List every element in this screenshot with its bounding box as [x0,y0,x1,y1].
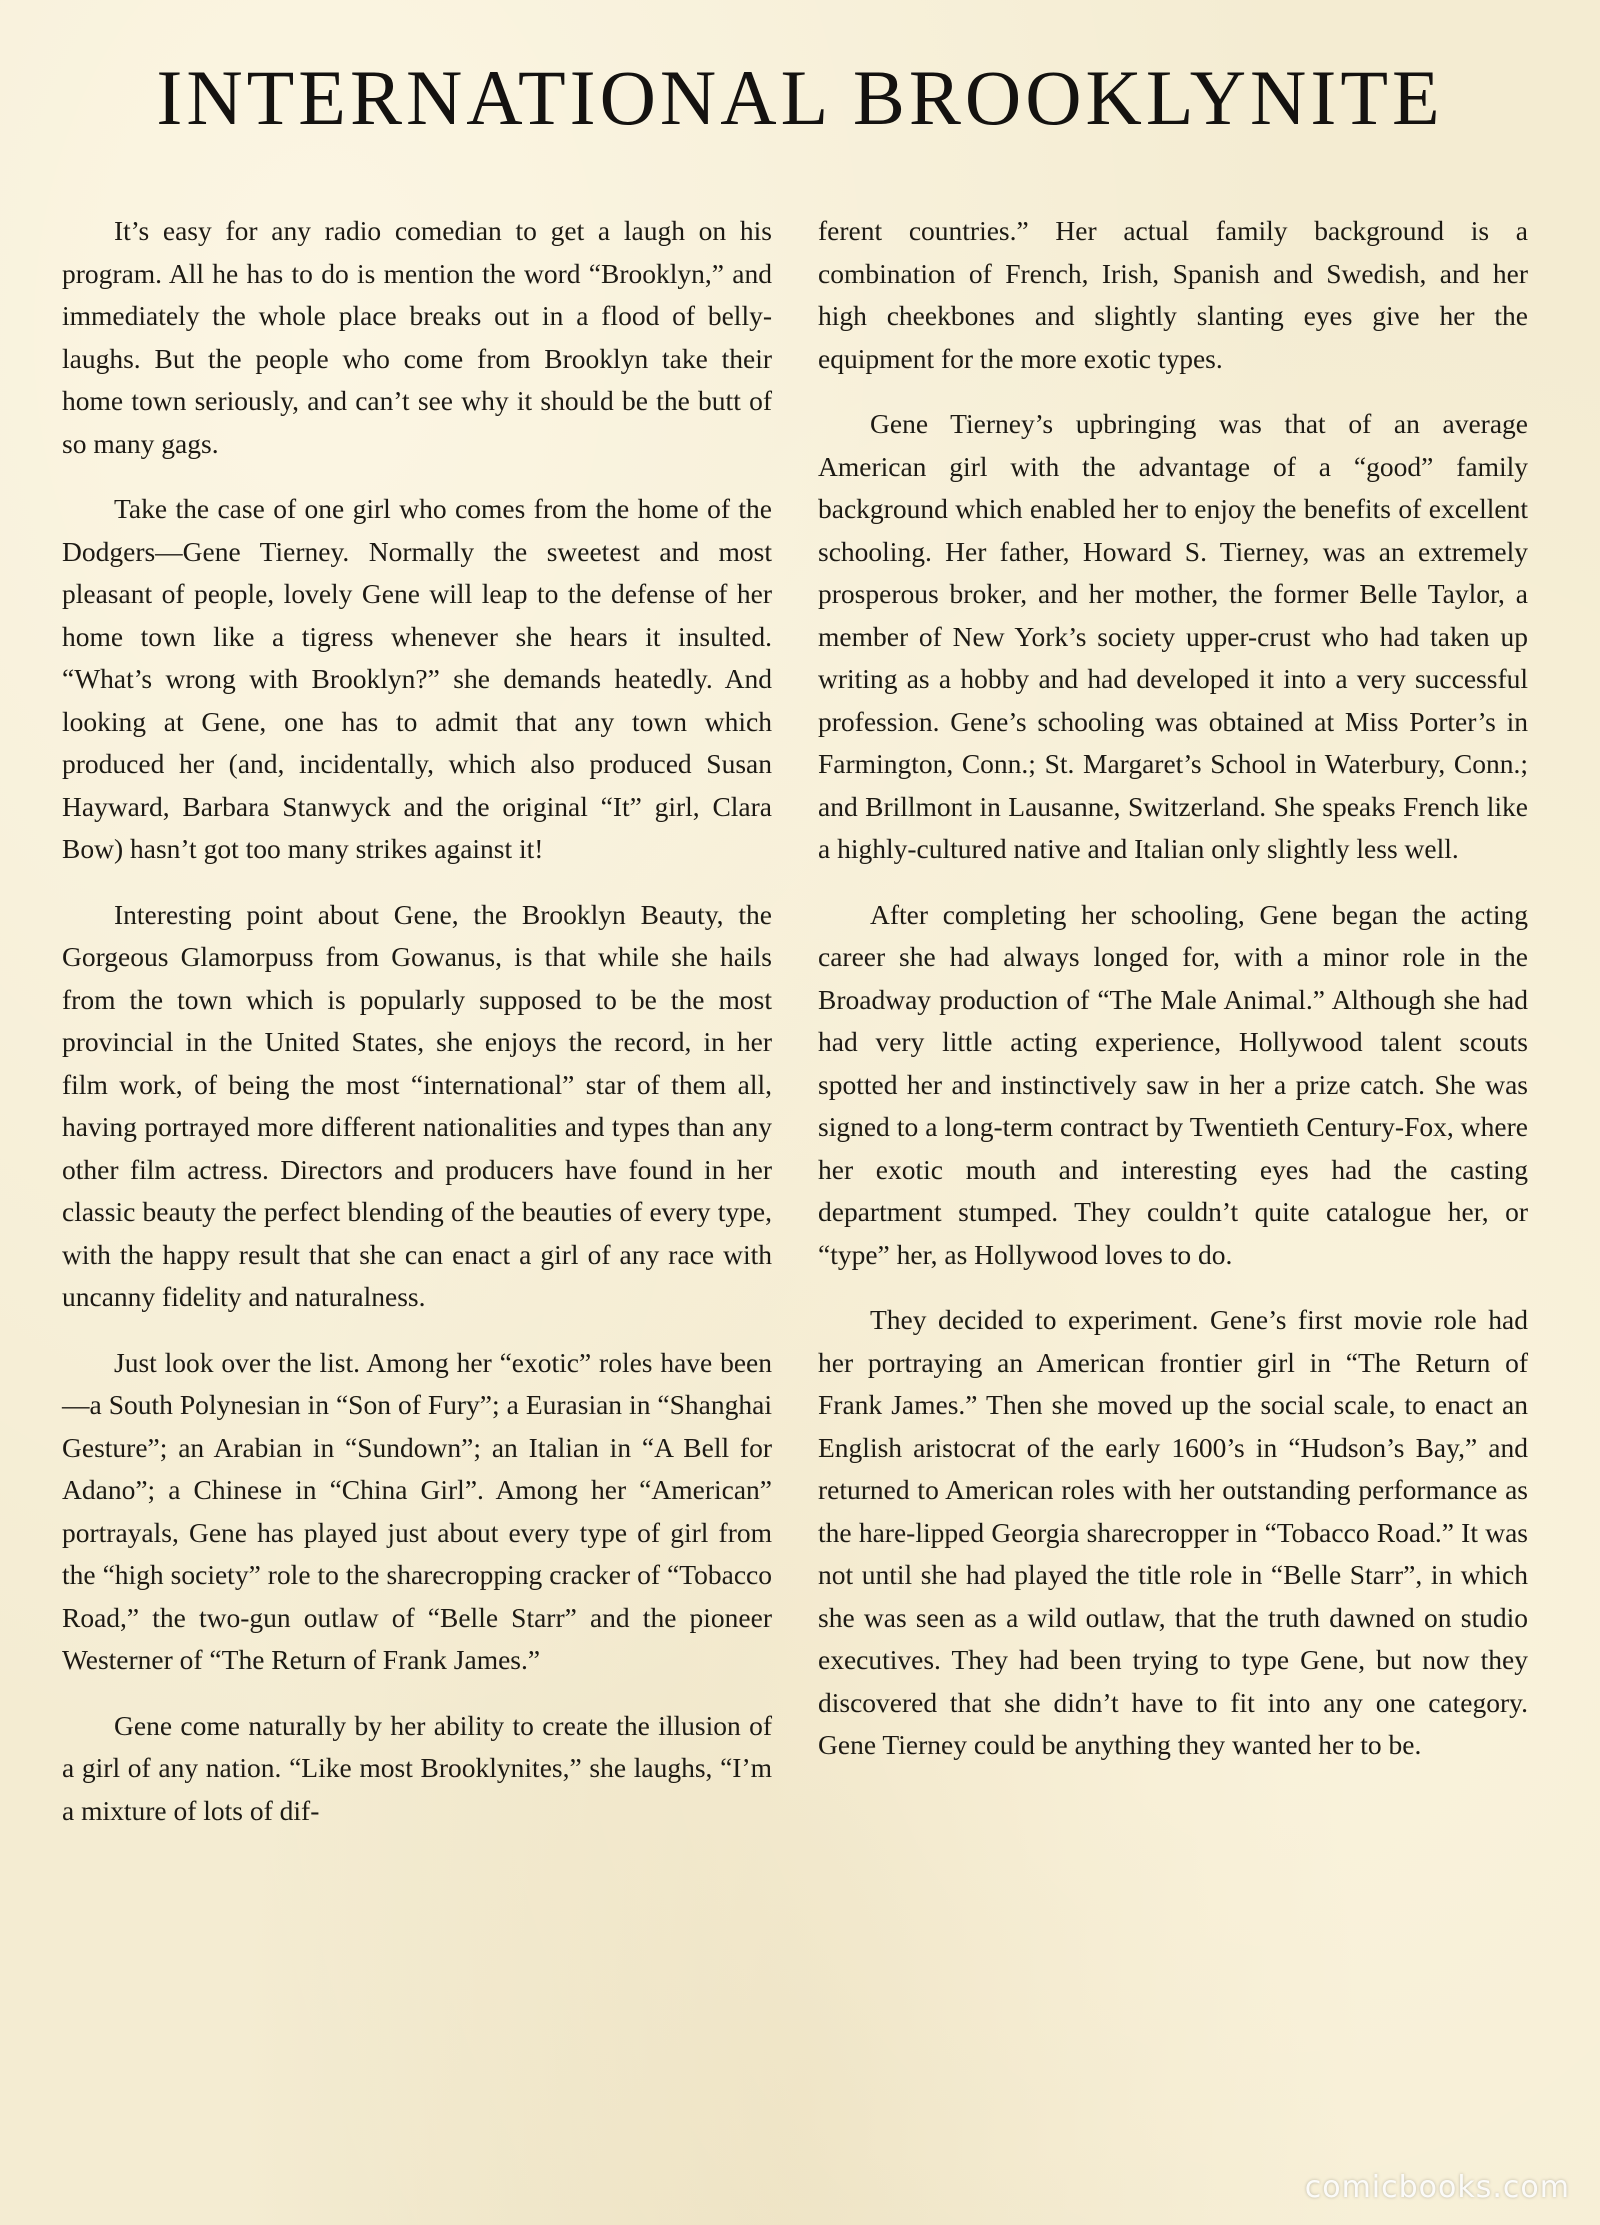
right-column [818,210,1528,1790]
paragraph: They decided to experiment. Gene’s first movie role had her portraying an American frontier girl in “The Return of Frank James.” Then she moved up the social scale, to enact an English aristocrat of the early 1600’s in “Hudson’s Bay,” and returned to American roles with her outstanding performance as the hare-lipped Georgia sharecropper in “Tobacco Road.” It was not until she had played the title role in “Belle Starr”, in which she was seen as a wild outlaw, that the truth dawned on studio executives. They had been trying to type Gene, but now they discovered that she didn’t have to fit into any one category. Gene Tierney could be anything they wanted her to be. [818,1304,1528,1760]
paragraph: Just look over the list. Among her “exotic” roles have been—a South Polynesian in “Son of Fury”; a Eurasian in “Shanghai Gesture”; an Arabian in “Sundown”; an Italian in “A Bell for Adano”; a Chinese in “China Girl”. Among her “American” portrayals, Gene has played just about every type of girl from the “high society” role to the sharecropping cracker of “Tobacco Road,” the two-gun outlaw of “Belle Starr” and the pioneer Westerner of “The Return of Frank James.” [62,1346,772,1675]
paragraph: It’s easy for any radio comedian to get a laugh on his program. All he has to do is mention the word “Brooklyn,” and immediately the whole place breaks out in a flood of belly-laughs. But the people who come from Brooklyn take their home town seriously, and can’t see why it should be the butt of so many gags. [62,215,772,459]
paragraph: Take the case of one girl who comes from the home of the Dodgers—Gene Tierney. Normally the sweetest and most pleasant of people, lovely Gene will leap to the defense of her home town like a tigress whenever she hears it insulted. “What’s wrong with Brooklyn?” she demands heatedly. And looking at Gene, one has to admit that any town which produced her (and, incidentally, which also produced Susan Hayward, Barbara Stanwyck and the original “It” girl, Clara Bow) hasn’t got too many strikes against it! [62,493,772,864]
left-column [62,210,772,1855]
paragraph-continuation: ferent countries.” Her actual family background is a combination of French, Irish, Spanish and Swedish, and her high cheekbones and slightly slanting eyes give her the equipment for the more exotic types. [818,215,1528,374]
paragraph: Gene come naturally by her ability to create the illusion of a girl of any nation. “Like most Brooklynites,” she laughs, “I’m a mixture of lots of dif- [62,1709,772,1826]
paragraph: Gene Tierney’s upbringing was that of an average American girl with the advantage of a “good” family background which enabled her to enjoy the benefits of excellent schooling. Her father, Howard S. Tierney, was an extremely prosperous broker, and her mother, the former Belle Taylor, a member of New York’s society upper-crust who had taken up writing as a hobby and had developed it into a very successful profession. Gene’s schooling was obtained at Miss Porter’s in Farmington, Conn.; St. Margaret’s School in Waterbury, Conn.; and Brillmont in Lausanne, Switzerland. She speaks French like a highly-cultured native and Italian only slightly less well. [818,408,1528,864]
watermark: comicbooks.com [1304,2170,1570,2205]
article-title: INTERNATIONAL BROOKLYNITE [156,54,1444,141]
paragraph: After completing her schooling, Gene began the acting career she had always longed for, with a minor role in the Broadway production of “The Male Animal.” Although she had had very little acting experience, Hollywood talent scouts spotted her and instinctively saw in her a prize catch. She was signed to a long-term contract by Twentieth Century-Fox, where her exotic mouth and interesting eyes had the casting department stumped. They couldn’t quite catalogue her, or “type” her, as Hollywood loves to do. [818,898,1528,1270]
paragraph: Interesting point about Gene, the Brooklyn Beauty, the Gorgeous Glamorpuss from Gowanus, is that while she hails from the town which is popularly supposed to be the most provincial in the United States, she enjoys the record, in her film work, of being the most “international” star of them all, having portrayed more different nationalities and types than any other film actress. Directors and producers have found in her classic beauty the perfect blending of the beauties of every type, with the happy result that she can enact a girl of any race with uncanny fidelity and naturalness. [62,898,772,1312]
